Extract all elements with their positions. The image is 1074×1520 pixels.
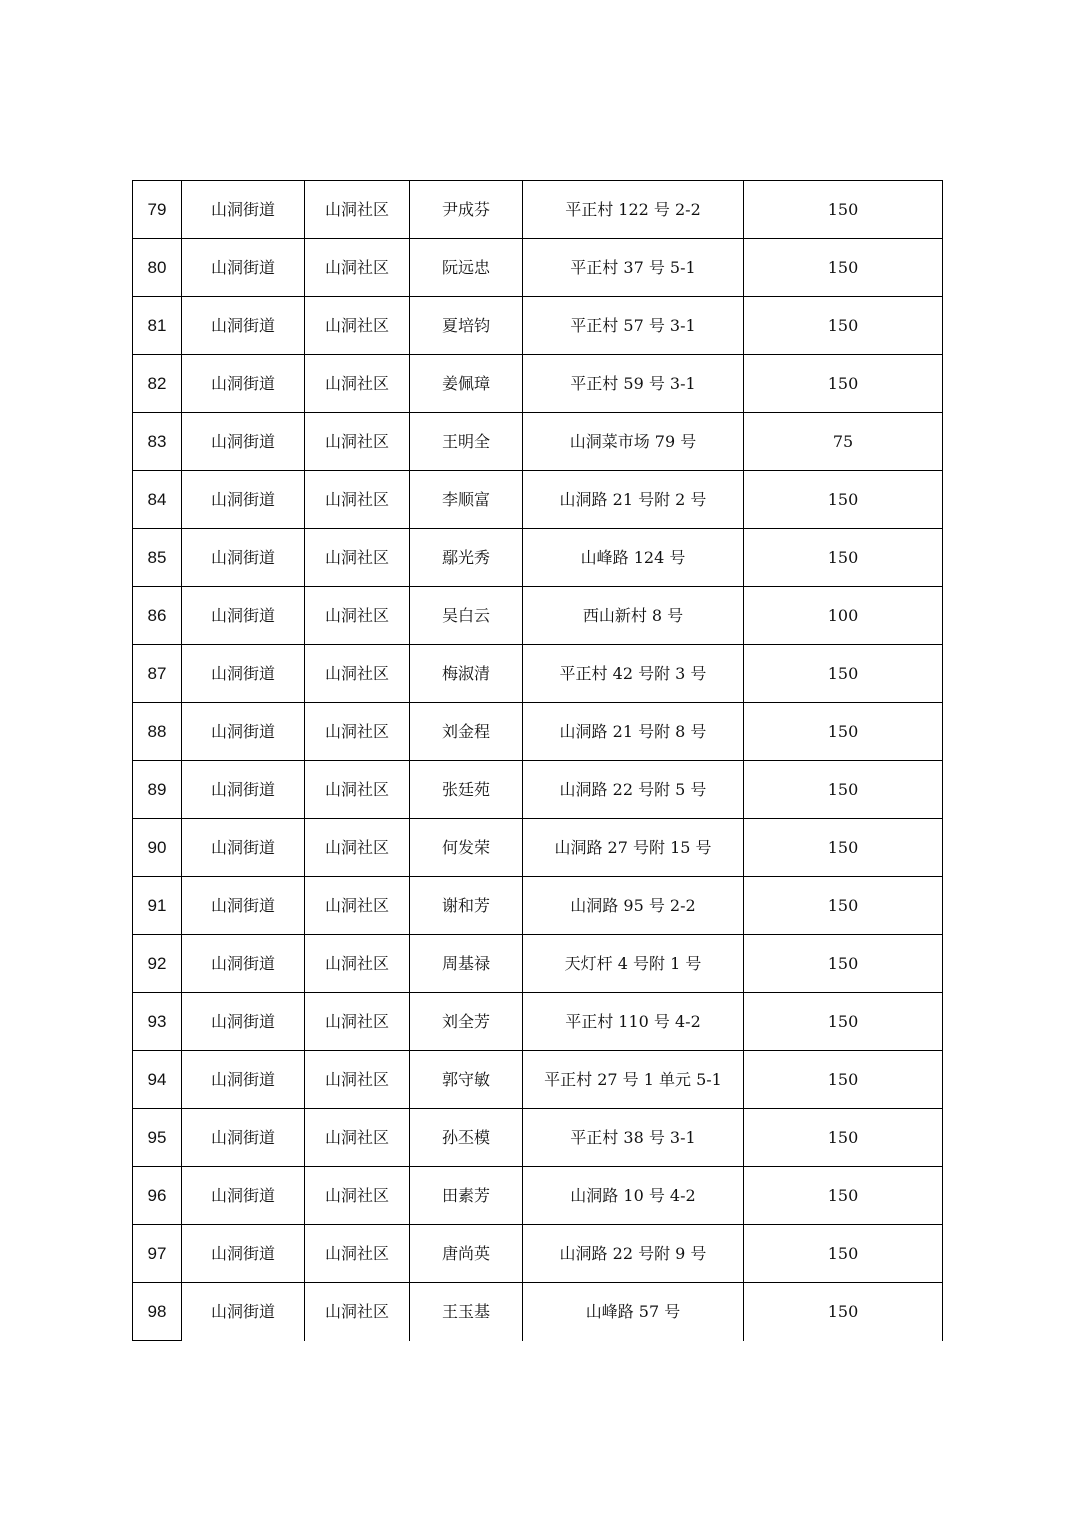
resident-name-cell: 唐尚英 [410, 1225, 523, 1283]
row-number: 91 [133, 877, 182, 935]
street-cell: 山洞街道 [182, 1225, 305, 1283]
community-cell: 山洞社区 [305, 239, 410, 297]
address-cell: 山洞路 22 号附 9 号 [523, 1225, 744, 1283]
resident-name-cell: 郭守敏 [410, 1051, 523, 1109]
street-cell: 山洞街道 [182, 1167, 305, 1225]
row-number: 83 [133, 413, 182, 471]
row-number: 95 [133, 1109, 182, 1167]
table-row [133, 645, 943, 703]
table-row [133, 993, 943, 1051]
address-cell: 平正村 37 号 5-1 [523, 239, 744, 297]
community-cell: 山洞社区 [305, 587, 410, 645]
row-number: 86 [133, 587, 182, 645]
community-cell: 山洞社区 [305, 819, 410, 877]
street-cell: 山洞街道 [182, 181, 305, 239]
community-cell: 山洞社区 [305, 761, 410, 819]
resident-name-cell: 夏培钧 [410, 297, 523, 355]
address-cell: 山洞路 21 号附 2 号 [523, 471, 744, 529]
resident-name-cell: 阮远忠 [410, 239, 523, 297]
table-row [133, 1109, 943, 1167]
resident-name-cell: 吴白云 [410, 587, 523, 645]
address-cell: 平正村 57 号 3-1 [523, 297, 744, 355]
resident-name-cell: 田素芳 [410, 1167, 523, 1225]
resident-name-cell: 王玉基 [410, 1283, 523, 1341]
street-cell: 山洞街道 [182, 529, 305, 587]
community-cell: 山洞社区 [305, 1167, 410, 1225]
amount-cell: 150 [744, 1225, 943, 1283]
community-cell: 山洞社区 [305, 1225, 410, 1283]
amount-cell: 100 [744, 587, 943, 645]
resident-name-cell: 刘全芳 [410, 993, 523, 1051]
table-row [133, 935, 943, 993]
row-number: 80 [133, 239, 182, 297]
amount-cell: 150 [744, 645, 943, 703]
row-number: 87 [133, 645, 182, 703]
table-row [133, 355, 943, 413]
community-cell: 山洞社区 [305, 1283, 410, 1341]
resident-name-cell: 谢和芳 [410, 877, 523, 935]
street-cell: 山洞街道 [182, 239, 305, 297]
amount-cell: 150 [744, 1109, 943, 1167]
street-cell: 山洞街道 [182, 761, 305, 819]
row-number: 82 [133, 355, 182, 413]
table-row [133, 297, 943, 355]
address-cell: 山洞路 22 号附 5 号 [523, 761, 744, 819]
row-number: 98 [133, 1283, 182, 1341]
address-cell: 平正村 38 号 3-1 [523, 1109, 744, 1167]
row-number: 85 [133, 529, 182, 587]
community-cell: 山洞社区 [305, 471, 410, 529]
table-row [133, 239, 943, 297]
street-cell: 山洞街道 [182, 1283, 305, 1341]
amount-cell: 75 [744, 413, 943, 471]
amount-cell: 150 [744, 471, 943, 529]
row-number: 96 [133, 1167, 182, 1225]
resident-name-cell: 刘金程 [410, 703, 523, 761]
resident-name-cell: 何发荣 [410, 819, 523, 877]
street-cell: 山洞街道 [182, 703, 305, 761]
community-cell: 山洞社区 [305, 1051, 410, 1109]
street-cell: 山洞街道 [182, 587, 305, 645]
street-cell: 山洞街道 [182, 1051, 305, 1109]
address-cell: 山洞路 21 号附 8 号 [523, 703, 744, 761]
amount-cell: 150 [744, 703, 943, 761]
community-cell: 山洞社区 [305, 413, 410, 471]
row-number: 79 [133, 181, 182, 239]
community-cell: 山洞社区 [305, 355, 410, 413]
amount-cell: 150 [744, 297, 943, 355]
street-cell: 山洞街道 [182, 819, 305, 877]
community-cell: 山洞社区 [305, 529, 410, 587]
resident-name-cell: 梅淑清 [410, 645, 523, 703]
address-cell: 山洞菜市场 79 号 [523, 413, 744, 471]
community-cell: 山洞社区 [305, 935, 410, 993]
table-row [133, 1225, 943, 1283]
address-cell: 平正村 59 号 3-1 [523, 355, 744, 413]
table-row [133, 761, 943, 819]
resident-name-cell: 李顺富 [410, 471, 523, 529]
amount-cell: 150 [744, 993, 943, 1051]
amount-cell: 150 [744, 935, 943, 993]
community-cell: 山洞社区 [305, 645, 410, 703]
amount-cell: 150 [744, 1167, 943, 1225]
amount-cell: 150 [744, 1283, 943, 1341]
address-cell: 平正村 110 号 4-2 [523, 993, 744, 1051]
amount-cell: 150 [744, 877, 943, 935]
address-cell: 山峰路 124 号 [523, 529, 744, 587]
address-cell: 西山新村 8 号 [523, 587, 744, 645]
amount-cell: 150 [744, 181, 943, 239]
community-cell: 山洞社区 [305, 1109, 410, 1167]
row-number: 84 [133, 471, 182, 529]
row-number: 93 [133, 993, 182, 1051]
table-row [133, 471, 943, 529]
resident-name-cell: 孙丕模 [410, 1109, 523, 1167]
street-cell: 山洞街道 [182, 355, 305, 413]
resident-name-cell: 张廷苑 [410, 761, 523, 819]
roster-body [133, 181, 943, 1341]
address-cell: 山洞路 27 号附 15 号 [523, 819, 744, 877]
community-cell: 山洞社区 [305, 703, 410, 761]
table-row [133, 413, 943, 471]
street-cell: 山洞街道 [182, 645, 305, 703]
amount-cell: 150 [744, 761, 943, 819]
address-cell: 天灯杆 4 号附 1 号 [523, 935, 744, 993]
amount-cell: 150 [744, 1051, 943, 1109]
street-cell: 山洞街道 [182, 1109, 305, 1167]
table-row [133, 529, 943, 587]
resident-name-cell: 周基禄 [410, 935, 523, 993]
amount-cell: 150 [744, 239, 943, 297]
subsidy-roster-table [132, 180, 943, 1341]
address-cell: 平正村 42 号附 3 号 [523, 645, 744, 703]
street-cell: 山洞街道 [182, 993, 305, 1051]
street-cell: 山洞街道 [182, 413, 305, 471]
resident-name-cell: 姜佩璋 [410, 355, 523, 413]
row-number: 81 [133, 297, 182, 355]
row-number: 94 [133, 1051, 182, 1109]
amount-cell: 150 [744, 819, 943, 877]
row-number: 89 [133, 761, 182, 819]
street-cell: 山洞街道 [182, 471, 305, 529]
table-row [133, 1167, 943, 1225]
community-cell: 山洞社区 [305, 181, 410, 239]
street-cell: 山洞街道 [182, 935, 305, 993]
table-row [133, 1051, 943, 1109]
table-row [133, 1283, 943, 1341]
community-cell: 山洞社区 [305, 877, 410, 935]
row-number: 90 [133, 819, 182, 877]
community-cell: 山洞社区 [305, 297, 410, 355]
table-row [133, 877, 943, 935]
address-cell: 平正村 27 号 1 单元 5-1 [523, 1051, 744, 1109]
row-number: 92 [133, 935, 182, 993]
street-cell: 山洞街道 [182, 297, 305, 355]
community-cell: 山洞社区 [305, 993, 410, 1051]
address-cell: 山洞路 95 号 2-2 [523, 877, 744, 935]
table-row [133, 587, 943, 645]
resident-name-cell: 鄢光秀 [410, 529, 523, 587]
amount-cell: 150 [744, 529, 943, 587]
street-cell: 山洞街道 [182, 877, 305, 935]
address-cell: 山洞路 10 号 4-2 [523, 1167, 744, 1225]
address-cell: 山峰路 57 号 [523, 1283, 744, 1341]
table-row [133, 703, 943, 761]
resident-name-cell: 王明全 [410, 413, 523, 471]
table-row [133, 181, 943, 239]
table-row [133, 819, 943, 877]
resident-name-cell: 尹成芬 [410, 181, 523, 239]
row-number: 88 [133, 703, 182, 761]
amount-cell: 150 [744, 355, 943, 413]
address-cell: 平正村 122 号 2-2 [523, 181, 744, 239]
row-number: 97 [133, 1225, 182, 1283]
